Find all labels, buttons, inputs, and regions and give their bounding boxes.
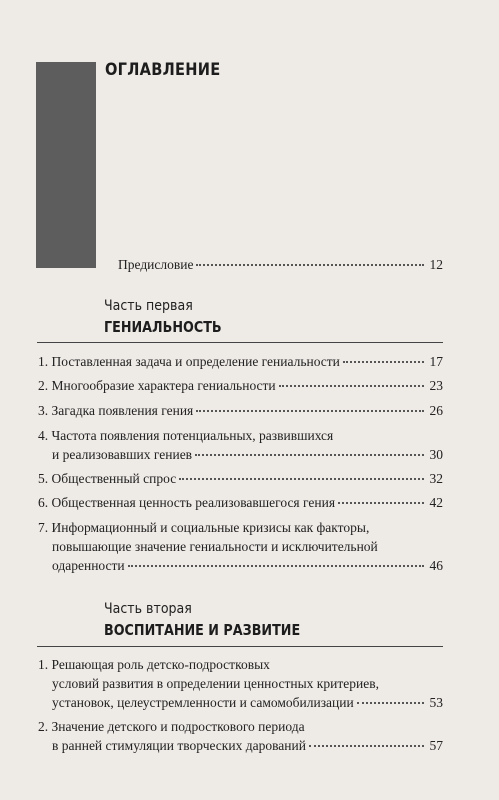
page-number: 23	[429, 378, 443, 393]
toc-entry-1-2[interactable]	[38, 376, 443, 395]
toc-entry-preface[interactable]	[118, 255, 443, 274]
part1-label: Часть первая	[104, 298, 193, 314]
decorative-side-bar	[36, 62, 96, 268]
dot-leader	[196, 264, 424, 266]
toc-entry-2-1[interactable]	[38, 655, 443, 712]
page-number: 12	[429, 257, 443, 272]
entry-text: 3. Загадка появления гения	[38, 403, 194, 418]
entry-text: 7. Информационный и социальные кризисы как факторы,	[38, 520, 370, 535]
dot-leader	[195, 454, 424, 456]
entry-text: повышающие значение гениальности и исключительной	[52, 539, 378, 554]
toc-entry-1-7[interactable]	[38, 518, 443, 575]
page-number: 42	[429, 495, 443, 510]
entry-text: 2. Значение детского и подросткового периода	[38, 719, 305, 734]
toc-entry-1-1[interactable]	[38, 352, 443, 371]
entry-text: условий развития в определении ценностных критериев,	[52, 676, 379, 691]
page-number: 30	[429, 447, 443, 462]
entry-text: 1. Поставленная задача и определение гениальности	[38, 354, 340, 369]
divider-rule	[37, 342, 443, 343]
page-number: 57	[429, 738, 443, 753]
entry-text: Предисловие	[118, 257, 194, 272]
page-number: 46	[429, 558, 443, 573]
dot-leader	[279, 385, 424, 387]
dot-leader	[179, 478, 424, 480]
entry-text: одаренности	[52, 558, 125, 573]
part2-title: ВОСПИТАНИЕ И РАЗВИТИЕ	[104, 621, 301, 639]
dot-leader	[196, 410, 424, 412]
toc-entry-2-2[interactable]	[38, 717, 443, 755]
toc-entry-1-5[interactable]	[38, 469, 443, 488]
part2-label: Часть вторая	[104, 601, 192, 617]
toc-entry-1-3[interactable]	[38, 401, 443, 420]
part1-title: ГЕНИАЛЬНОСТЬ	[104, 318, 222, 336]
dot-leader	[128, 565, 424, 567]
entry-text: 4. Частота появления потенциальных, развившихся	[38, 428, 334, 443]
dot-leader	[343, 361, 424, 363]
dot-leader	[357, 702, 424, 704]
page-number: 53	[429, 695, 443, 710]
toc-title: ОГЛАВЛЕНИЕ	[105, 60, 221, 80]
dot-leader	[309, 745, 424, 747]
entry-text: и реализовавших гениев	[52, 447, 193, 462]
entry-text: 6. Общественная ценность реализовавшегося гения	[38, 495, 336, 510]
toc-entry-1-6[interactable]	[38, 493, 443, 512]
divider-rule	[37, 646, 443, 647]
entry-text: 2. Многообразие характера гениальности	[38, 378, 276, 393]
page-number: 17	[429, 354, 443, 369]
dot-leader	[338, 502, 424, 504]
page-number: 26	[429, 403, 443, 418]
entry-text: 1. Решающая роль детско-подростковых	[38, 657, 270, 672]
entry-text: установок, целеустремленности и самомобилизации	[52, 695, 354, 710]
entry-text: в ранней стимуляции творческих дарований	[52, 738, 306, 753]
page-number: 32	[429, 471, 443, 486]
entry-text: 5. Общественный спрос	[38, 471, 177, 486]
toc-entry-1-4[interactable]	[38, 426, 443, 464]
